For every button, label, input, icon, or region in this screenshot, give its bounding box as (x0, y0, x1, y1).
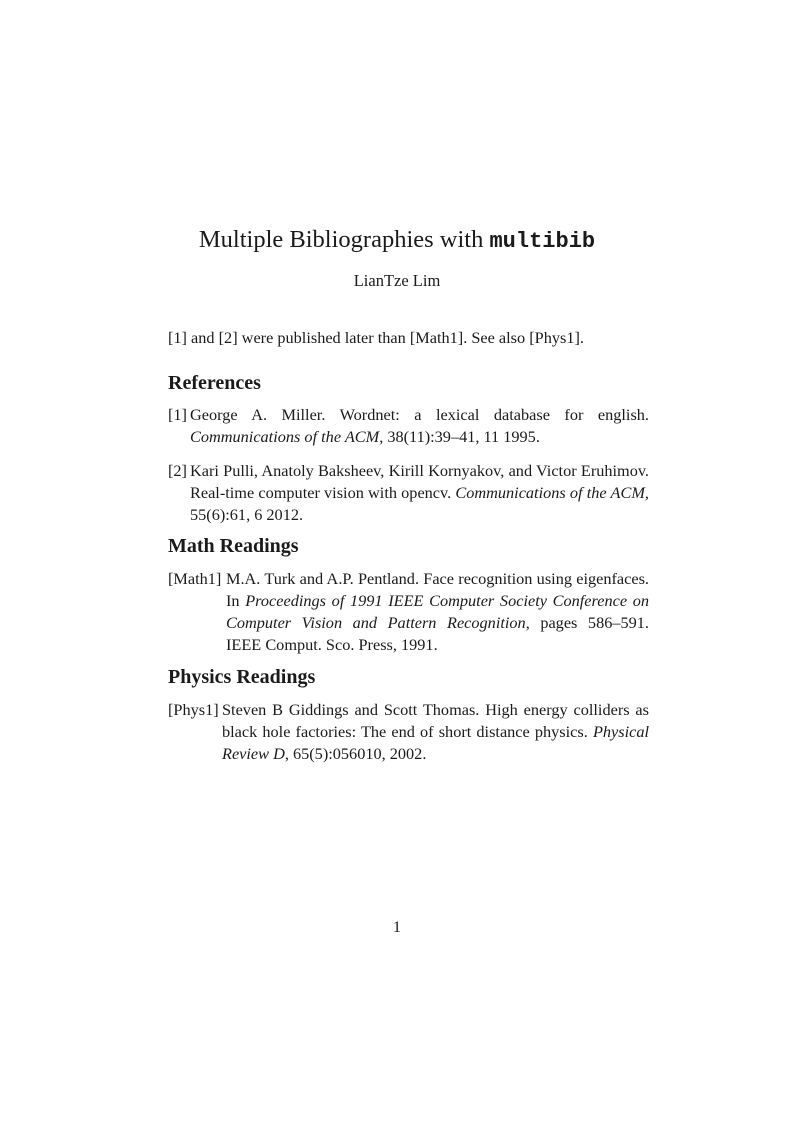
bib-text: Steven B Giddings and Scott Thomas. High energy colliders as black hole factories: The end of short distance physics. Physical Review D, 65(5):056010, 2002. (222, 700, 649, 763)
bib-text: Kari Pulli, Anatoly Baksheev, Kirill Kornyakov, and Victor Eruhimov. Real-time computer vision with opencv. Communications of the ACM, 55(6):61, 6 2012. (190, 461, 649, 524)
section-heading-physics-readings: Physics Readings (168, 666, 316, 688)
bib-entry-phys1 (168, 699, 649, 765)
document-author: LianTze Lim (353, 271, 441, 290)
bib-text: George A. Miller. Wordnet: a lexical database for english. Communications of the ACM, 38(11):39–41, 11 1995. (190, 405, 649, 446)
bib-label: [2] (168, 461, 187, 480)
bib-label: [1] (168, 405, 187, 424)
section-heading-references: References (168, 372, 261, 394)
bib-entry-1 (168, 404, 649, 448)
bib-label: [Math1] (168, 569, 222, 588)
document-title (0, 226, 794, 256)
title-text: Multiple Bibliographies with (198, 226, 490, 253)
bib-label: [Phys1] (168, 700, 219, 719)
section-heading-math-readings: Math Readings (168, 535, 299, 557)
bib-entry-math1 (168, 568, 649, 656)
bib-text: M.A. Turk and A.P. Pentland. Face recognition using eigenfaces. In Proceedings of 1991 IEEE Computer Society Conference on Computer Vision and Pattern Recognition, pages 586–591. IEEE Comput. Sco. Press, 1991. (226, 569, 649, 654)
bib-entry-2 (168, 460, 649, 526)
page-number: 1 (392, 917, 402, 936)
intro-paragraph: [1] and [2] were published later than [Math1]. See also [Phys1]. (168, 328, 584, 347)
title-package-name: multibib (489, 229, 596, 254)
